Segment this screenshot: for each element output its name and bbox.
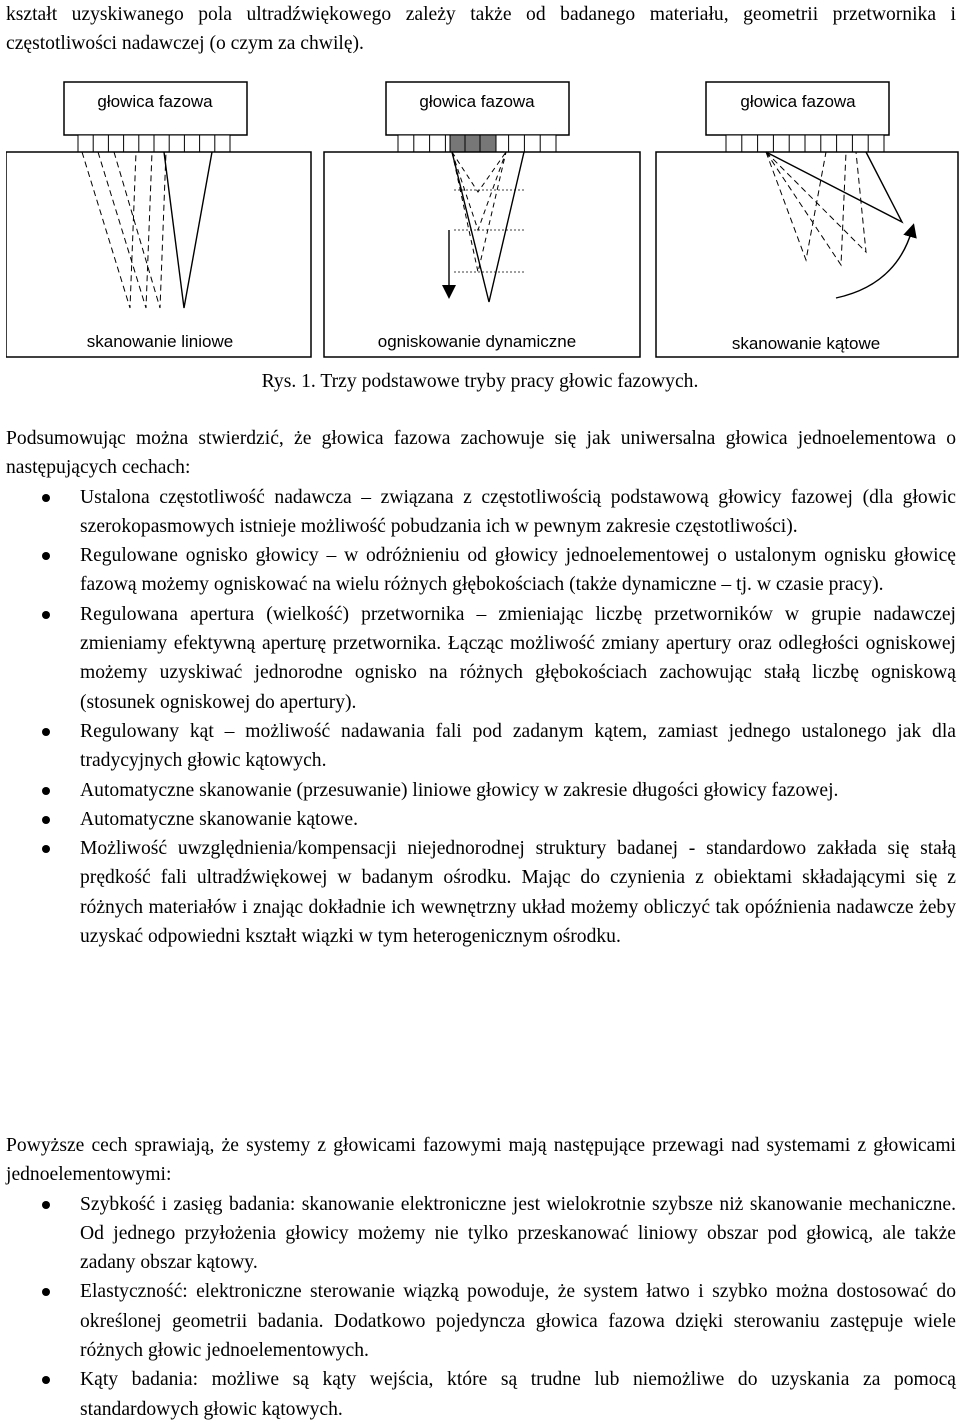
figure-diagram bbox=[6, 80, 960, 370]
active-beam bbox=[164, 152, 212, 308]
section-advantages bbox=[6, 1131, 956, 1424]
active-elements bbox=[450, 135, 466, 152]
head-label-1: głowica fazowa bbox=[97, 92, 213, 111]
list-item: Elastyczność: elektroniczne sterowanie wiązką powoduje, że system łatwo i szybko można dostosować do określonej geometrii badania. Dodatkowo pojedyncza głowica fazowa dzięki sterowaniu zastępuje wiele różnych głowic jednoelementowych. bbox=[6, 1277, 956, 1365]
caption-text: Rys. 1. Trzy podstawowe tryby pracy głowic fazowych. bbox=[261, 371, 699, 392]
list-item: Kąty badania: możliwe są kąty wejścia, które są trudne lub niemożliwe do uzyskania za pomocą standardowych głowic kątowych. bbox=[6, 1365, 956, 1424]
list-item: Regulowana apertura (wielkość) przetwornika – zmieniając liczbę przetworników w grupie nadawczej zmieniamy efektywną aperturę przetwornika. Łącząc możliwość zmiany apertury oraz odległości ogniskowej możemy uzyskiwać jednorodne ognisko na różnych głębokościach zachowując stałą liczbę ogniskową (stosunek ogniskowej do apertury). bbox=[6, 600, 956, 717]
bullet-icon bbox=[42, 552, 50, 560]
bullet-icon bbox=[42, 611, 50, 619]
bullet-icon bbox=[42, 845, 50, 853]
features-list bbox=[6, 483, 956, 952]
list-item: Regulowany kąt – możliwość nadawania fali pod zadanym kątem, zamiast jednego ustalonego jak dla tradycyjnych głowic kątowych. bbox=[6, 717, 956, 776]
section-features bbox=[6, 424, 956, 951]
mode-label-1: skanowanie liniowe bbox=[86, 332, 234, 351]
bullet-icon bbox=[42, 1376, 50, 1384]
mode-label-2: ogniskowanie dynamiczne bbox=[377, 332, 577, 351]
test-block-2 bbox=[324, 152, 640, 357]
mode-label-3: skanowanie kątowe bbox=[731, 334, 881, 353]
bullet-icon bbox=[42, 728, 50, 736]
section-features-lead: Podsumowując można stwierdzić, że głowica fazowa zachowuje się jak uniwersalna głowica jednoelementowa o następujących cechach: bbox=[6, 428, 956, 479]
focus-beams bbox=[452, 152, 506, 272]
sweep-arrow bbox=[836, 230, 912, 298]
bullet-icon bbox=[42, 494, 50, 502]
panel-linear-scan bbox=[6, 82, 311, 357]
advantages-list bbox=[6, 1190, 956, 1424]
section-advantages-lead: Powyższe cech sprawiają, że systemy z głowicami fazowymi mają następujące przewagi nad systemami z głowicami jednoelementowymi: bbox=[6, 1135, 956, 1186]
list-item: Automatyczne skanowanie (przesuwanie) liniowe głowicy w zakresie długości głowicy fazowej. bbox=[6, 776, 956, 805]
list-item: Możliwość uwzględnienia/kompensacji niejednorodnej struktury badanej - standardowo zakłada się stałą prędkość fali ultradźwiękowej w badanym ośrodku. Mając do czynienia z obiektami składającymi się z różnych materiałów i znając dokładnie ich wewnętrzny układ możemy obliczyć tak opóźnienia nadawcze żeby uzyskać odpowiedni kształt wiązki w tym heterogenicznym ośrodku. bbox=[6, 834, 956, 951]
bullet-icon bbox=[42, 787, 50, 795]
head-label-3: głowica fazowa bbox=[740, 92, 856, 111]
figure-phased-array-modes bbox=[6, 80, 960, 370]
angular-beams bbox=[766, 152, 866, 265]
intro-paragraph: kształt uzyskiwanego pola ultradźwiękowego zależy także od badanego materiału, geometrii przetwornika i częstotliwości nadawczej (o czym za chwilę). bbox=[6, 4, 956, 55]
panel-angular-scan bbox=[656, 82, 958, 357]
list-item: Szybkość i zasięg badania: skanowanie elektroniczne jest wielokrotnie szybsze niż skanowanie mechaniczne. Od jednego przyłożenia głowicy możemy nie tylko przeskanować liniowy obszar pod głowicą, ale także zadany obszar kątowy. bbox=[6, 1190, 956, 1278]
bullet-icon bbox=[42, 816, 50, 824]
bullet-icon bbox=[42, 1201, 50, 1209]
list-item: Regulowane ognisko głowicy – w odróżnieniu od głowicy jednoelementowej o ustalonym ognisku głowicę fazową możemy ogniskować na wielu różnych głębokościach (także dynamiczne – tj. w czasie pracy). bbox=[6, 541, 956, 600]
list-item: Automatyczne skanowanie kątowe. bbox=[6, 805, 956, 834]
head-label-2: głowica fazowa bbox=[419, 92, 535, 111]
test-block-1 bbox=[6, 152, 311, 357]
figure-caption bbox=[6, 367, 956, 396]
list-item: Ustalona częstotliwość nadawcza – związana z częstotliwością podstawową głowicy fazowej (dla głowic szerokopasmowych istnieje możliwość pobudzania ich w pewnym zakresie częstotliwości). bbox=[6, 483, 956, 542]
panel-dynamic-focus bbox=[324, 82, 640, 357]
linear-beams bbox=[82, 152, 166, 308]
bullet-icon bbox=[42, 1288, 50, 1296]
